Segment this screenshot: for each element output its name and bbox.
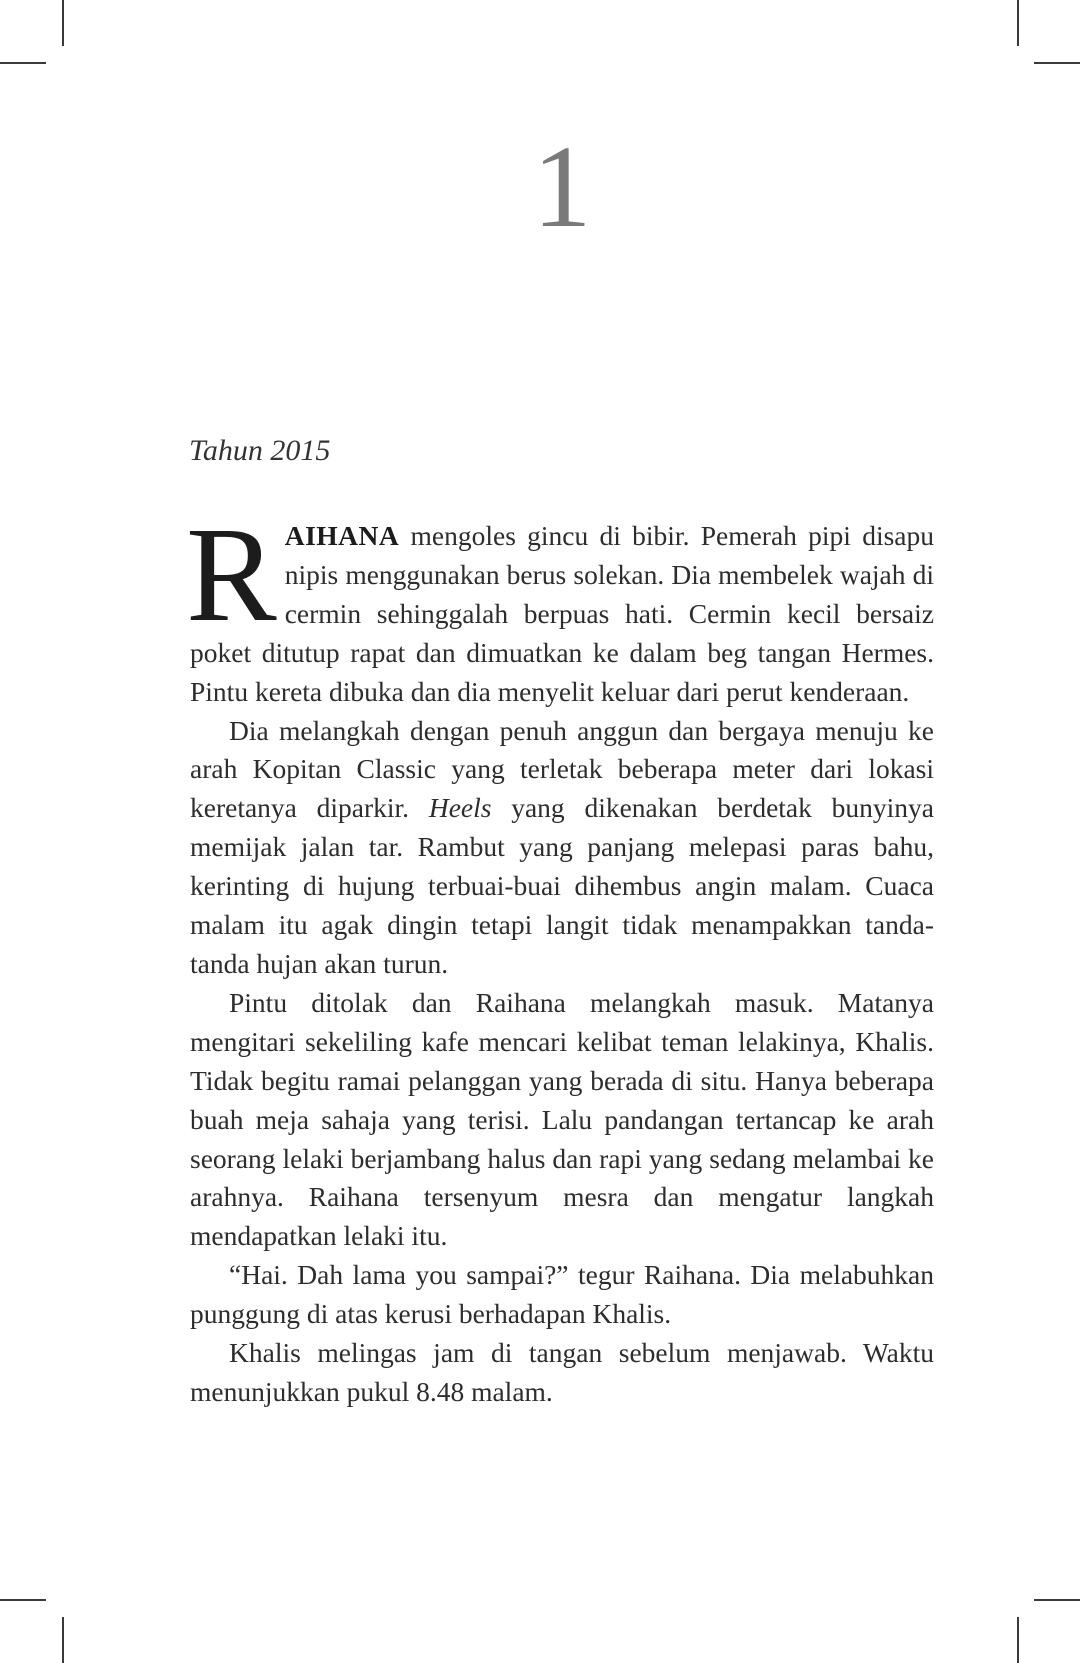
paragraph-2 [190, 712, 934, 984]
paragraph-5: Khalis melingas jam di tangan sebelum menjawab. Waktu menunjukkan pukul 8.48 malam. [190, 1337, 934, 1407]
crop-mark-top-left-vertical [62, 0, 64, 46]
chapter-body [186, 500, 935, 1412]
paragraph-4: “Hai. Dah lama you sampai?” tegur Raihana. Dia melabuhkan punggung di atas kerusi berhadapan Khalis. [190, 1259, 934, 1330]
paragraph-2-text-b: yang dikenakan berdetak bunyinya memijak jalan tar. Rambut yang panjang melepasi paras bahu, kerinting di hujung terbuai-buai dihembus angin malam. Cuaca malam itu agak dingin tetapi langit tidak menampakkan tanda-tanda hujan akan turun. [190, 792, 935, 979]
drop-cap: R [186, 500, 277, 650]
paragraph-1-text: mengoles gincu di bibir. Pemerah pipi disapu nipis menggunakan berus solekan. Dia membelek wajah di cermin sehinggalah berpuas hati. Cermin kecil bersaiz poket ditutup rapat dan dimuatkan ke dalam beg tangan Hermes. Pintu kereta dibuka dan dia menyelit keluar dari perut kenderaan. [190, 520, 934, 707]
crop-mark-bottom-left-horizontal [0, 1599, 46, 1601]
paragraph-2-text-a: Dia melangkah dengan penuh anggun dan bergaya menuju ke arah Kopitan Classic yang terletak beberapa meter dari lokasi keretanya diparkir. [190, 714, 934, 824]
paragraph-3: Pintu ditolak dan Raihana melangkah masuk. Matanya mengitari sekeliling kafe mencari kelibat teman lelakinya, Khalis. Tidak begitu ramai pelanggan yang berada di situ. Hanya beberapa buah meja sahaja yang terisi. Lalu pandangan tertancap ke arah seorang lelaki berjambang halus dan rapi yang sedang melambai ke arahnya. Raihana tersenyum mesra dan mengatur langkah mendapatkan lelaki itu. [190, 986, 934, 1252]
crop-mark-top-left-horizontal [0, 62, 46, 64]
crop-mark-bottom-left-vertical [62, 1617, 64, 1663]
crop-mark-top-right-vertical [1017, 0, 1019, 46]
chapter-number: 1 [532, 121, 592, 252]
lead-name: AIHANA [284, 520, 400, 551]
crop-mark-bottom-right-horizontal [1034, 1599, 1080, 1601]
paragraph-2-italic: Heels [428, 792, 492, 824]
paragraph-1 [186, 500, 934, 712]
crop-mark-bottom-right-vertical [1017, 1617, 1019, 1663]
section-year-label: Tahun 2015 [189, 434, 331, 467]
crop-mark-top-right-horizontal [1034, 62, 1080, 64]
